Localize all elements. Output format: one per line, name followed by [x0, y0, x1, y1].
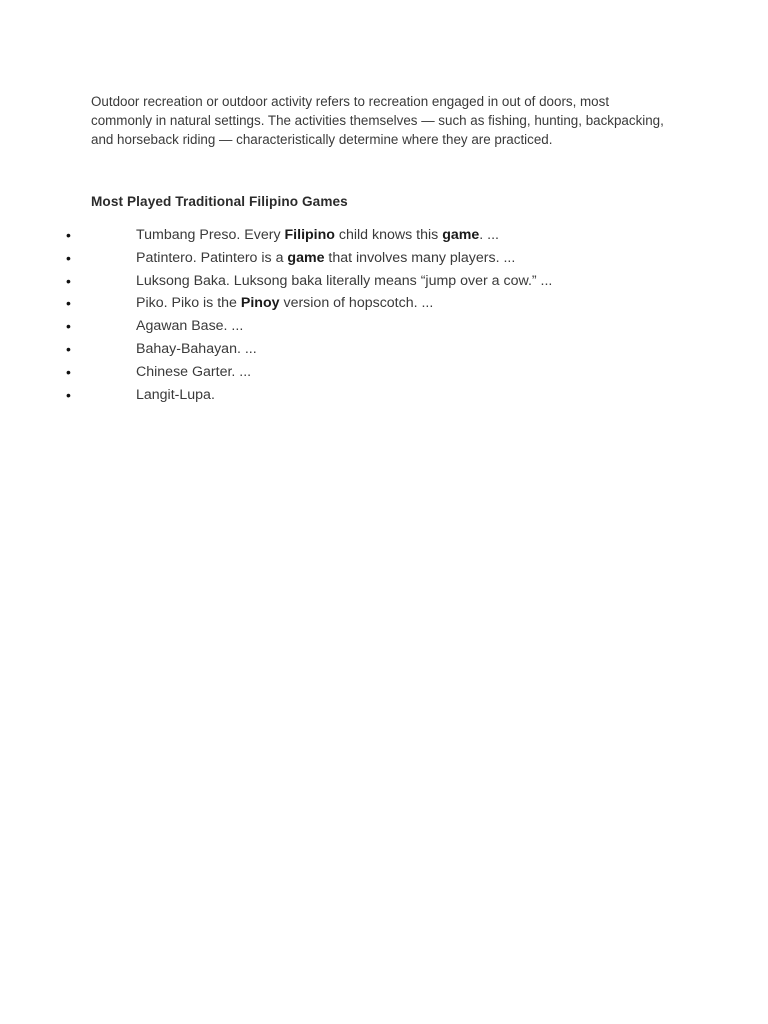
text-segment: child knows this	[334, 227, 443, 243]
list-item	[0, 247, 700, 270]
section-heading: Most Played Traditional Filipino Games	[91, 194, 348, 209]
bullet-icon: •	[66, 249, 71, 266]
bold-text: Pinoy	[240, 295, 280, 312]
list-item-text	[136, 292, 433, 315]
text-segment: that involves many players. ...	[324, 249, 516, 266]
text-segment: . ...	[479, 227, 499, 243]
list-item	[0, 361, 700, 384]
list-item-text	[136, 224, 499, 247]
text-segment: Chinese Garter. ...	[136, 363, 252, 380]
text-segment: Luksong Baka. Luksong baka literally means “jump over a cow.” ...	[136, 272, 553, 289]
text-segment: Langit-Lupa.	[136, 386, 215, 403]
bullet-icon: •	[66, 318, 71, 335]
list-item-text	[136, 384, 215, 407]
text-segment: Tumbang Preso. Every	[136, 227, 285, 243]
bold-text: game	[287, 249, 325, 266]
list-item	[0, 384, 700, 407]
bullet-icon: •	[66, 340, 71, 357]
bullet-icon: •	[66, 386, 71, 403]
text-segment: version of hopscotch. ...	[279, 295, 434, 312]
text-segment: Piko. Piko is the	[136, 295, 241, 312]
text-segment: Patintero. Patintero is a	[136, 249, 288, 266]
list-item	[0, 292, 700, 315]
text-segment: Agawan Base. ...	[136, 318, 244, 335]
list-item-text	[136, 270, 552, 293]
list-item	[0, 315, 700, 338]
list-item	[0, 224, 700, 247]
text-segment: Bahay-Bahayan. ...	[136, 340, 257, 357]
list-item-text	[136, 361, 251, 384]
bullet-icon: •	[66, 227, 71, 243]
list-item-text	[136, 247, 515, 270]
bullet-icon: •	[66, 363, 71, 380]
list-item	[0, 270, 700, 293]
bold-text: Filipino	[284, 227, 335, 243]
list-item-text	[136, 315, 243, 338]
list-item	[0, 338, 700, 361]
bold-text: game	[442, 227, 480, 243]
list-item-text	[136, 338, 257, 361]
intro-paragraph: Outdoor recreation or outdoor activity refers to recreation engaged in out of doors, most commonly in natural settings. The activities themselves — such as fishing, hunting, backpacking, and horseback riding — characteristically determine where they are practiced.	[91, 94, 664, 147]
games-list	[0, 224, 700, 406]
bullet-icon: •	[66, 272, 71, 289]
bullet-icon: •	[66, 295, 71, 312]
